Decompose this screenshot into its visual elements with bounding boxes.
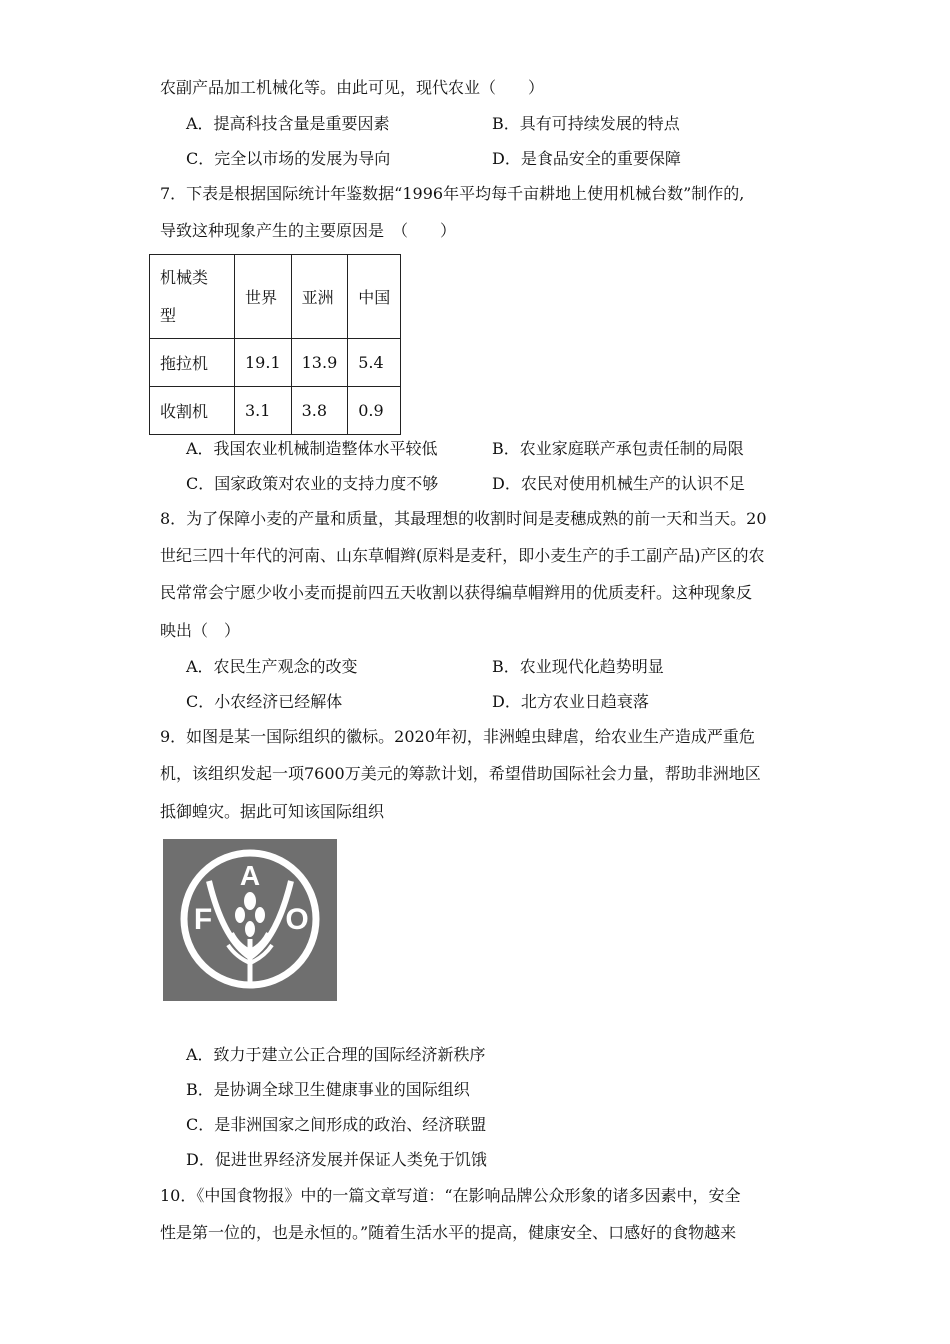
q8-option-a: A．农民生产观念的改变	[186, 657, 358, 676]
q10-stem-line-1: 10．《中国食物报》中的一篇文章写道：“在影响品牌公众形象的诸多因素中，安全	[160, 1186, 741, 1205]
q8-option-c: C．小农经济已经解体	[186, 692, 343, 711]
table-cell: 3.1	[235, 387, 292, 435]
machinery-table	[149, 254, 401, 435]
q6-option-c: C．完全以市场的发展为导向	[186, 149, 391, 168]
logo-letter-o: O	[285, 903, 309, 936]
q6-option-d: D．是食品安全的重要保障	[492, 149, 681, 168]
logo-letter-f: F	[193, 903, 213, 936]
q9-option-d: D．促进世界经济发展并保证人类免于饥饿	[186, 1150, 487, 1169]
table-cell: 0.9	[348, 387, 401, 435]
q10-stem-line-2: 性是第一位的，也是永恒的。”随着生活水平的提高，健康安全、口感好的食物越来	[160, 1223, 737, 1242]
q7-option-d: D．农民对使用机械生产的认识不足	[492, 474, 745, 493]
q9-stem-line-3: 抵御蝗灾。据此可知该国际组织	[160, 802, 385, 821]
q7-stem-line-2: 导致这种现象产生的主要原因是 （ ）	[160, 221, 457, 240]
q7-option-c: C．国家政策对农业的支持力度不够	[186, 474, 439, 493]
q9-option-a: A．致力于建立公正合理的国际经济新秩序	[186, 1045, 486, 1064]
header-label-line-1: 机械类	[160, 267, 209, 287]
q6-continuation: 农副产品加工机械化等。由此可见，现代农业（ ）	[160, 78, 545, 97]
logo-letter-a: A	[239, 860, 261, 891]
table-header-row	[150, 255, 401, 339]
q7-option-a: A．我国农业机械制造整体水平较低	[186, 439, 438, 458]
fao-logo	[163, 839, 339, 1003]
q7-stem-line-1: 7．下表是根据国际统计年鉴数据“1996年平均每千亩耕地上使用机械台数”制作的,	[160, 184, 745, 203]
q8-stem-line-3: 民常常会宁愿少收小麦而提前四五天收割以获得编草帽辫用的优质麦秆。这种现象反	[160, 583, 753, 602]
q7-option-b: B．农业家庭联产承包责任制的局限	[492, 439, 744, 458]
table-cell: 3.8	[291, 387, 348, 435]
q6-option-b: B．具有可持续发展的特点	[492, 114, 680, 133]
table-cell: 收割机	[150, 387, 235, 435]
q9-option-c: C．是非洲国家之间形成的政治、经济联盟	[186, 1115, 487, 1134]
table-cell: 拖拉机	[150, 339, 235, 387]
q6-option-a: A．提高科技含量是重要因素	[186, 114, 390, 133]
q9-stem-line-2: 机，该组织发起一项7600万美元的筹款计划，希望借助国际社会力量，帮助非洲地区	[160, 764, 761, 783]
q9-option-b: B．是协调全球卫生健康事业的国际组织	[186, 1080, 470, 1099]
q8-stem-line-2: 世纪三四十年代的河南、山东草帽辫(原料是麦秆，即小麦生产的手工副产品)产区的农	[160, 546, 765, 565]
header-label-line-2: 型	[160, 305, 177, 325]
table-cell: 5.4	[348, 339, 401, 387]
table-header-cell: 中国	[348, 255, 401, 339]
table-cell: 19.1	[235, 339, 292, 387]
q8-option-d: D．北方农业日趋衰落	[492, 692, 649, 711]
table-header-cell: 世界	[235, 255, 292, 339]
table-row	[150, 387, 401, 435]
q8-option-b: B．农业现代化趋势明显	[492, 657, 664, 676]
q8-stem-line-4: 映出（ ）	[160, 621, 241, 640]
table-header-cell	[150, 255, 235, 339]
table-row	[150, 339, 401, 387]
q8-stem-line-1: 8．为了保障小麦的产量和质量，其最理想的收割时间是麦穗成熟的前一天和当天。20	[160, 509, 767, 528]
table-header-cell: 亚洲	[291, 255, 348, 339]
q9-stem-line-1: 9．如图是某一国际组织的徽标。2020年初，非洲蝗虫肆虐，给农业生产造成严重危	[160, 727, 755, 746]
table-cell: 13.9	[291, 339, 348, 387]
